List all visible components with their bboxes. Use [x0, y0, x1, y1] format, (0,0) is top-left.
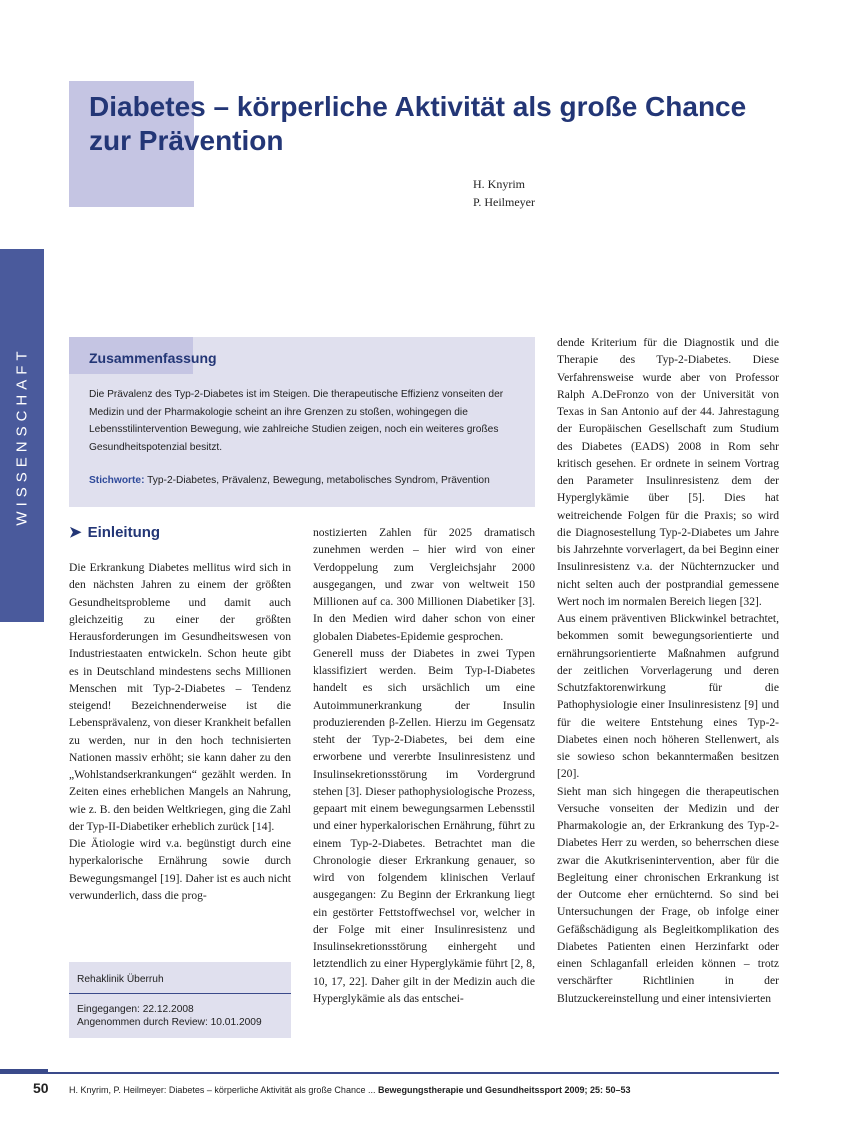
clinic-name: Rehaklinik Überruh	[77, 974, 164, 985]
body-paragraph: Die Ätiologie wird v.a. begünstigt durch eine hyperkalorische Ernährung sowie durch Bewegungsmangel [19]. Daher ist es auch nicht verwunderlich, dass die prog-	[69, 837, 291, 902]
section-heading-text: Einleitung	[87, 524, 161, 541]
article-title: Diabetes – körperliche Aktivität als große Chance zur Prävention	[89, 91, 747, 156]
page-number: 50	[33, 1080, 49, 1096]
footer-citation	[69, 1085, 631, 1095]
body-paragraph: Die Erkrankung Diabetes mellitus wird sich in den nächsten Jahren zu einem der größten Gesundheitsprobleme und damit auch gleichzeitig zu einer der größten Herausforderungen im Gesundheitswesen von Industriestaaten entwickeln. Schon heute gibt es in Deutschland mindestens sechs Millionen Menschen mit Typ-2-Diabetes – Tendenz steigend! Bezeichnenderweise ist die Lebensprävalenz, von dieser Krankheit befallen zu werden, nur in den hoch technisierten Nationen massiv erhöht; sie kann daher zu den „Wohlstandserkrankungen“ gezählt werden. In Zeiten eines erheblichen Mangels an Nahrung, wie z. B. den beiden Weltkriegen, ging die Zahl der Typ-II-Diabetiker erheblich zurück [14].	[69, 561, 291, 833]
body-paragraph: Generell muss der Diabetes in zwei Typen klassifiziert werden. Beim Typ-I-Diabetes handelt es sich ursächlich um eine Autoimmunerkrankung der Insulin produzierenden β-Zellen. Hierzu im Gegensatz steht der Typ-2-Diabetes, bei dem eine erworbene und vererbte Insulinresistenz und Insulinsekretionsstörung im Vordergrund stehen [3]. Dieser pathophysiologische Prozess, gepaart mit einem bewegungsarmen Lebensstil und einer hyperkalorischen Ernährung, führt zu einem Typ-2-Diabetes. Betrachtet man die Chronologie dieser Erkrankung genauer, so wird von folgendem klinischen Verlauf ausgegangen: Zu Beginn der Erkrankung liegt ein gestörter Fettstoffwechsel vor, welcher in der Folge mit einer Insulinresistenz und Insulinsekretionsstörung einhergeht und letztendlich zu einer Hyperglykämie führt [2, 8, 10, 17, 22]. Daher gilt in der Medizin auch die Hyperglykämie als das entschei-	[313, 646, 535, 1005]
author-list	[473, 175, 535, 211]
footer-rule	[0, 1072, 779, 1074]
body-paragraph: Aus einem präventiven Blickwinkel betrachtet, bekommen somit bewegungsorientierte und ernährungsorientierte Maßnahmen aufgrund der zeitlichen Vorverlagerung und deren Schutzfaktorenwirkung für die Pathophysiologie einer Insulinresistenz [9] und für die weitere Entstehung eines Typ-2-Diabetes einen noch höheren Stellenwert, als sie sowieso schon bekanntermaßen besitzen [20].	[557, 612, 779, 781]
article-dates	[77, 1003, 262, 1029]
keywords-label: Stichworte:	[89, 475, 145, 486]
keywords-text: Typ-2-Diabetes, Prävalenz, Bewegung, metabolisches Syndrom, Prävention	[147, 475, 490, 486]
body-paragraph: nostizierten Zahlen für 2025 dramatisch zunehmen werden – hier wird von einer Verdoppelung zum Vergleichsjahr 2000 ausgegangen, und zwar von weltweit 150 Millionen auf ca. 300 Millionen Diabetiker [3]. In den Medien wird daher schon von einer globalen Diabetes-Epidemie gesprochen.	[313, 526, 535, 643]
body-paragraph: Sieht man sich hingegen die therapeutischen Versuche vonseiten der Medizin und der Pharmakologie an, der Erkrankung des Typ-2-Diabetes Herr zu werden, so beherrschen diese zwar die Akutkrisenintervention, aber für die Begleitung einer chronischen Erkrankung ist der Outcome eher ernüchternd. So sind bei Untersuchungen der Frage, ob infolge einer Gefäßschädigung als Begleitkomplikation des Diabetes Patienten einen Herzinfarkt oder einen Schlaganfall erleiden können – trotz verschärfter Richtlinien in der Blutzuckereinstellung und einer intensivierten	[557, 784, 779, 1005]
citation-text: H. Knyrim, P. Heilmeyer: Diabetes – körperliche Aktivität als große Chance ...	[69, 1085, 376, 1095]
body-paragraph: dende Kriterium für die Diagnostik und die Therapie des Typ-2-Diabetes. Diese Verfahrensweise wurde aber von Professor Ralph A.DeFronzo von der Universität von Texas in San Antonio auf der 44. Jahrestagung der Europäischen Gesellschaft zum Studium des Diabetes (EADS) 2008 in Rom sehr kritisch gesehen. Er ordnete in seinem Vortrag den Parameter Insulinresistenz dem der Hyperglykämie über [5]. Dies hat weitreichende Folgen für die Praxis; so wird die Diagnosestellung Typ-2-Diabetes um Jahre bis Jahrzehnte vorverlagert, da bei Beginn einer Insulinresistenz v.a. der Nüchternzucker und nicht selten auch der postprandial gemessene Wert noch im normalen Bereich liegen [32].	[557, 336, 779, 608]
abstract-box	[69, 337, 535, 507]
keywords-line	[89, 472, 529, 489]
arrow-right-icon: ➤	[69, 524, 82, 541]
section-side-label: WISSENSCHAFT	[13, 346, 31, 526]
body-column-1	[69, 559, 291, 904]
body-column-3	[557, 334, 779, 1007]
article-info-box	[69, 962, 291, 1038]
author-name: H. Knyrim	[473, 177, 525, 191]
abstract-header	[69, 337, 535, 374]
info-divider	[69, 993, 291, 994]
accepted-date: Angenommen durch Review: 10.01.2009	[77, 1017, 262, 1028]
author-name: P. Heilmeyer	[473, 195, 535, 209]
section-heading	[69, 523, 160, 541]
abstract-heading: Zusammenfassung	[89, 350, 217, 366]
received-date: Eingegangen: 22.12.2008	[77, 1004, 194, 1015]
body-column-2	[313, 524, 535, 1007]
journal-reference: Bewegungstherapie und Gesundheitssport 2009; 25: 50–53	[377, 1085, 631, 1095]
abstract-text: Die Prävalenz des Typ-2-Diabetes ist im Steigen. Die therapeutische Effizienz vonseiten der Medizin und der Pharmakologie scheint an ihre Grenzen zu stoßen, wohingegen die Lebensstilintervention Bewegung, wie zahlreiche Studien zeigen, noch ein weiteres großes Gesundheitspotenzial besitzt.	[89, 389, 504, 453]
